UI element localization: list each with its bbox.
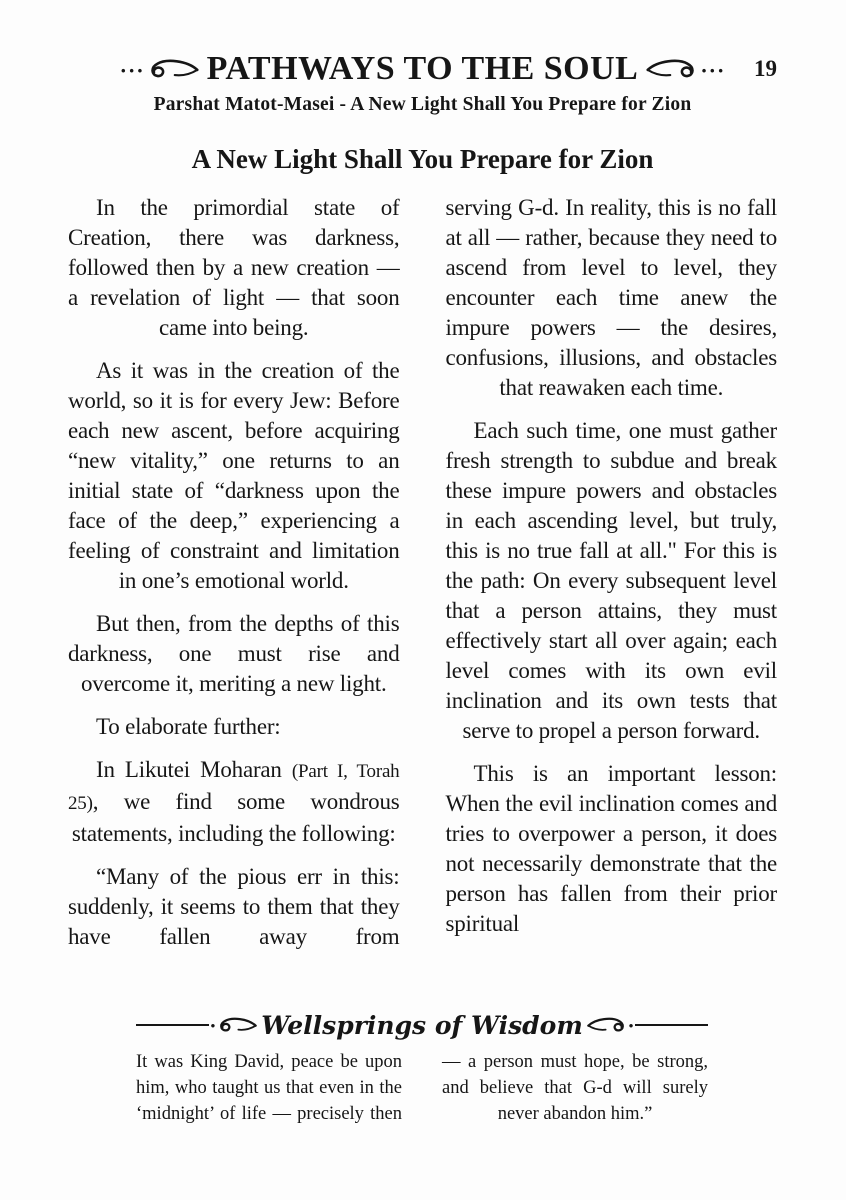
header-ornament-right xyxy=(646,56,725,82)
footnote-heading: Wellsprings of Wisdom xyxy=(261,1010,583,1040)
footnote-section xyxy=(136,1010,708,1127)
body-paragraph: “Many of the pious err in this: suddenly, it seems to them that they have fallen away from xyxy=(68,864,400,950)
footnote-paragraph: — a person must hope, be strong, and believe that G-d will surely never abandon him.” xyxy=(442,1052,708,1124)
footnote-left-column xyxy=(136,1049,402,1127)
body-paragraph: In the primordial state of Creation, there was darkness, followed then by a new creation — a revelation of light — that soon came into being. xyxy=(68,195,400,341)
footnote-paragraph: It was King David, peace be upon him, who taught us that even in the ‘midnight’ of life — precisely then xyxy=(136,1052,402,1124)
flourish-icon xyxy=(147,56,199,82)
footnote-right-column xyxy=(442,1049,708,1127)
footnote-divider xyxy=(136,1010,708,1040)
ornament-dot-icon: • xyxy=(628,1017,634,1033)
page-content xyxy=(68,0,777,1124)
divider-line xyxy=(635,1024,708,1026)
flourish-icon xyxy=(646,56,698,82)
flourish-icon xyxy=(217,1015,257,1035)
body-paragraph: serving G-d. In reality, this is no fall at all — rather, because they need to ascend from level to level, they encounter each time anew the impure powers — the desires, confusions, illusions, and obstacles that reawaken each time. xyxy=(445,195,777,401)
ornament-dot-icon: • xyxy=(210,1017,216,1033)
body-paragraph: This is an important lesson: When the evil inclination comes and tries to overpower a person, it does not necessarily demonstrate that the person has fallen from their prior spiritual xyxy=(445,761,777,937)
book-title: PATHWAYS TO THE SOUL xyxy=(206,50,639,87)
article-title: A New Light Shall You Prepare for Zion xyxy=(191,144,654,174)
ornament-dots-icon: ··· xyxy=(700,58,726,83)
page-number: 19 xyxy=(754,56,777,81)
body-paragraph: As it was in the creation of the world, so it is for every Jew: Before each new ascent, before acquiring “new vitality,” one returns to an initial state of “darkness upon the face of the deep,” experiencing a feeling of constraint and limitation in one’s emotional world. xyxy=(68,358,400,594)
footnote-body xyxy=(136,1049,708,1127)
ornament-dots-icon: ··· xyxy=(119,58,145,83)
body-paragraph: But then, from the depths of this darkness, one must rise and overcome it, meriting a new light. xyxy=(68,611,400,697)
left-column xyxy=(68,193,400,965)
source-citation: (Part I, Torah 25) xyxy=(68,761,400,815)
paragraph-text: In Likutei Moharan xyxy=(96,757,292,783)
right-column xyxy=(446,193,778,965)
article-body xyxy=(68,193,777,965)
masthead xyxy=(120,50,726,88)
paragraph-text: , we find some wondrous statements, including the following: xyxy=(71,789,400,847)
body-paragraph-with-citation xyxy=(68,755,400,849)
body-paragraph: To elaborate further: xyxy=(96,714,281,740)
page-header xyxy=(68,50,777,92)
running-subtitle: Parshat Matot-Masei - A New Light Shall You Prepare for Zion xyxy=(153,94,692,115)
flourish-icon xyxy=(587,1015,627,1035)
header-ornament-left xyxy=(120,56,199,82)
body-paragraph: Each such time, one must gather fresh strength to subdue and break these impure powers and obstacles in each ascending level, but truly, this is no true fall at all." For this is the path: On every subsequent level that a person attains, they must effectively start all over again; each level comes with its own evil inclination and its own tests that serve to propel a person forward. xyxy=(445,418,777,744)
divider-line xyxy=(136,1024,209,1026)
